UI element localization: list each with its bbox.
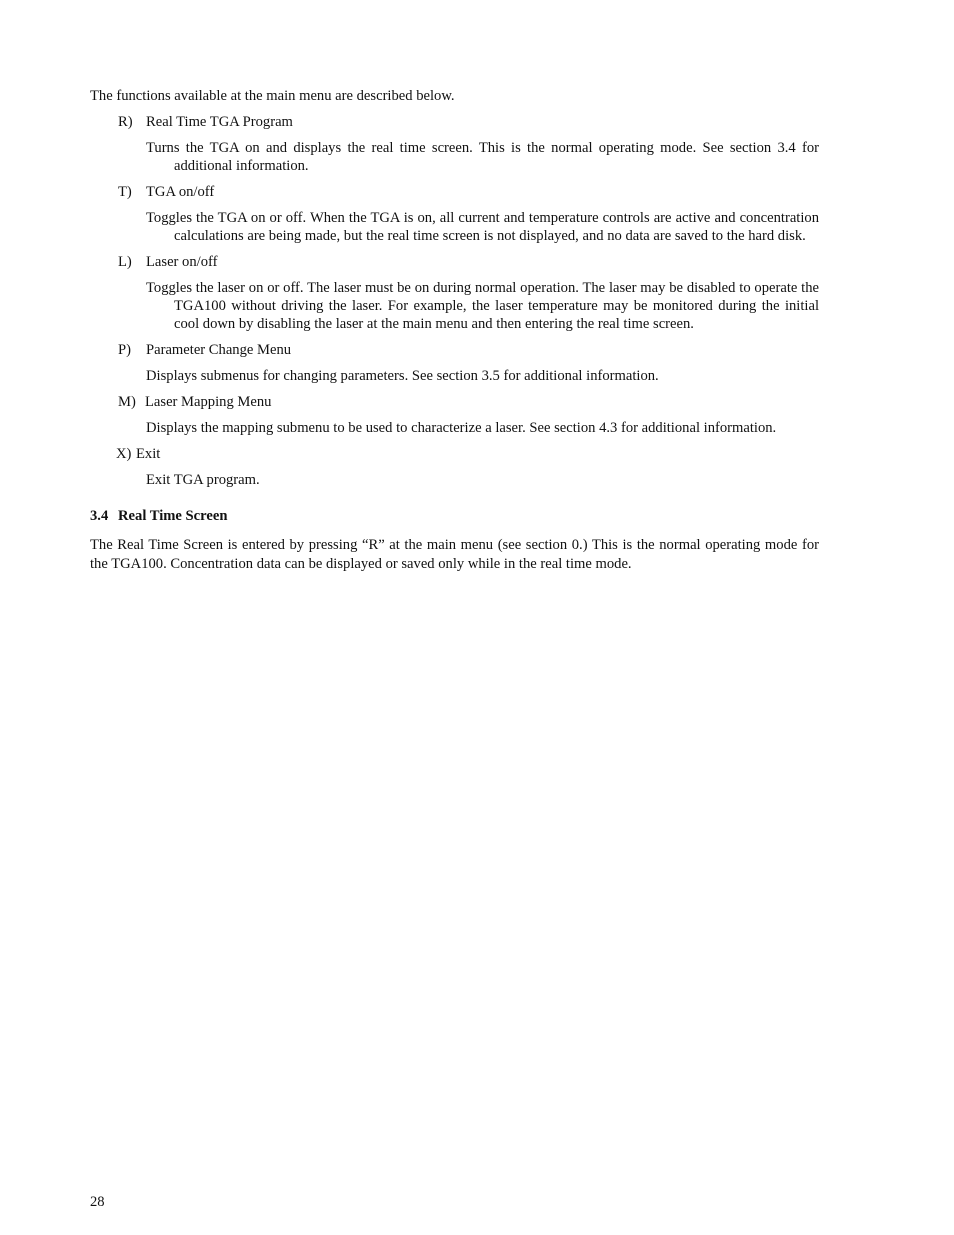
menu-item-title: Laser on/off [146, 254, 218, 270]
menu-item-title: Parameter Change Menu [146, 342, 292, 358]
menu-item-p [90, 341, 819, 385]
menu-item-description: Exit TGA program. [146, 472, 260, 488]
menu-item-l [90, 253, 819, 333]
menu-item-key: M) [118, 394, 136, 410]
menu-item-key: P) [118, 342, 131, 358]
menu-item-title: Exit [136, 446, 161, 462]
page-number: 28 [90, 1194, 105, 1210]
menu-item-description: Displays submenus for changing parameters. See section 3.5 for additional information. [146, 368, 659, 384]
menu-item-key: L) [118, 254, 132, 270]
intro-text: The functions available at the main menu are described below. [90, 88, 455, 104]
menu-item-title: Laser Mapping Menu [145, 394, 272, 410]
menu-item-description: Turns the TGA on and displays the real time screen. This is the normal operating mode. See section 3.4 for additional information. [146, 140, 819, 174]
menu-item-description: Toggles the laser on or off. The laser must be on during normal operation. The laser may be disabled to operate the TGA100 without driving the laser. For example, the laser temperature may be monitored during the initial cool down by disabling the laser at the main menu and then entering the real time screen. [146, 280, 819, 332]
section-title: Real Time Screen [118, 508, 228, 524]
menu-item-heading [118, 393, 819, 411]
menu-item-t [90, 183, 819, 245]
menu-item-key: T) [118, 184, 132, 200]
menu-item-m [90, 393, 819, 437]
menu-item-heading [118, 341, 819, 359]
menu-item-heading [118, 183, 819, 201]
menu-item-description: Toggles the TGA on or off. When the TGA is on, all current and temperature controls are active and concentration calculations are being made, but the real time screen is not displayed, and no data are saved to the hard disk. [146, 210, 819, 244]
menu-item-heading [116, 445, 819, 463]
menu-item-x [90, 445, 819, 489]
section-number: 3.4 [90, 508, 109, 524]
menu-item-heading [118, 113, 819, 131]
section-heading [90, 507, 819, 525]
menu-item-description: Displays the mapping submenu to be used to characterize a laser. See section 4.3 for additional information. [146, 420, 777, 436]
menu-item-title: TGA on/off [146, 184, 215, 200]
menu-item-r [90, 113, 819, 175]
document-page [90, 87, 819, 574]
section-paragraph: The Real Time Screen is entered by pressing “R” at the main menu (see section 0.) This is the normal operating mode for the TGA100. Concentration data can be displayed or saved only while in the real time mode. [90, 537, 819, 572]
menu-item-key: X) [116, 446, 132, 462]
menu-item-title: Real Time TGA Program [146, 114, 293, 130]
menu-item-heading [118, 253, 819, 271]
menu-item-key: R) [118, 114, 133, 130]
